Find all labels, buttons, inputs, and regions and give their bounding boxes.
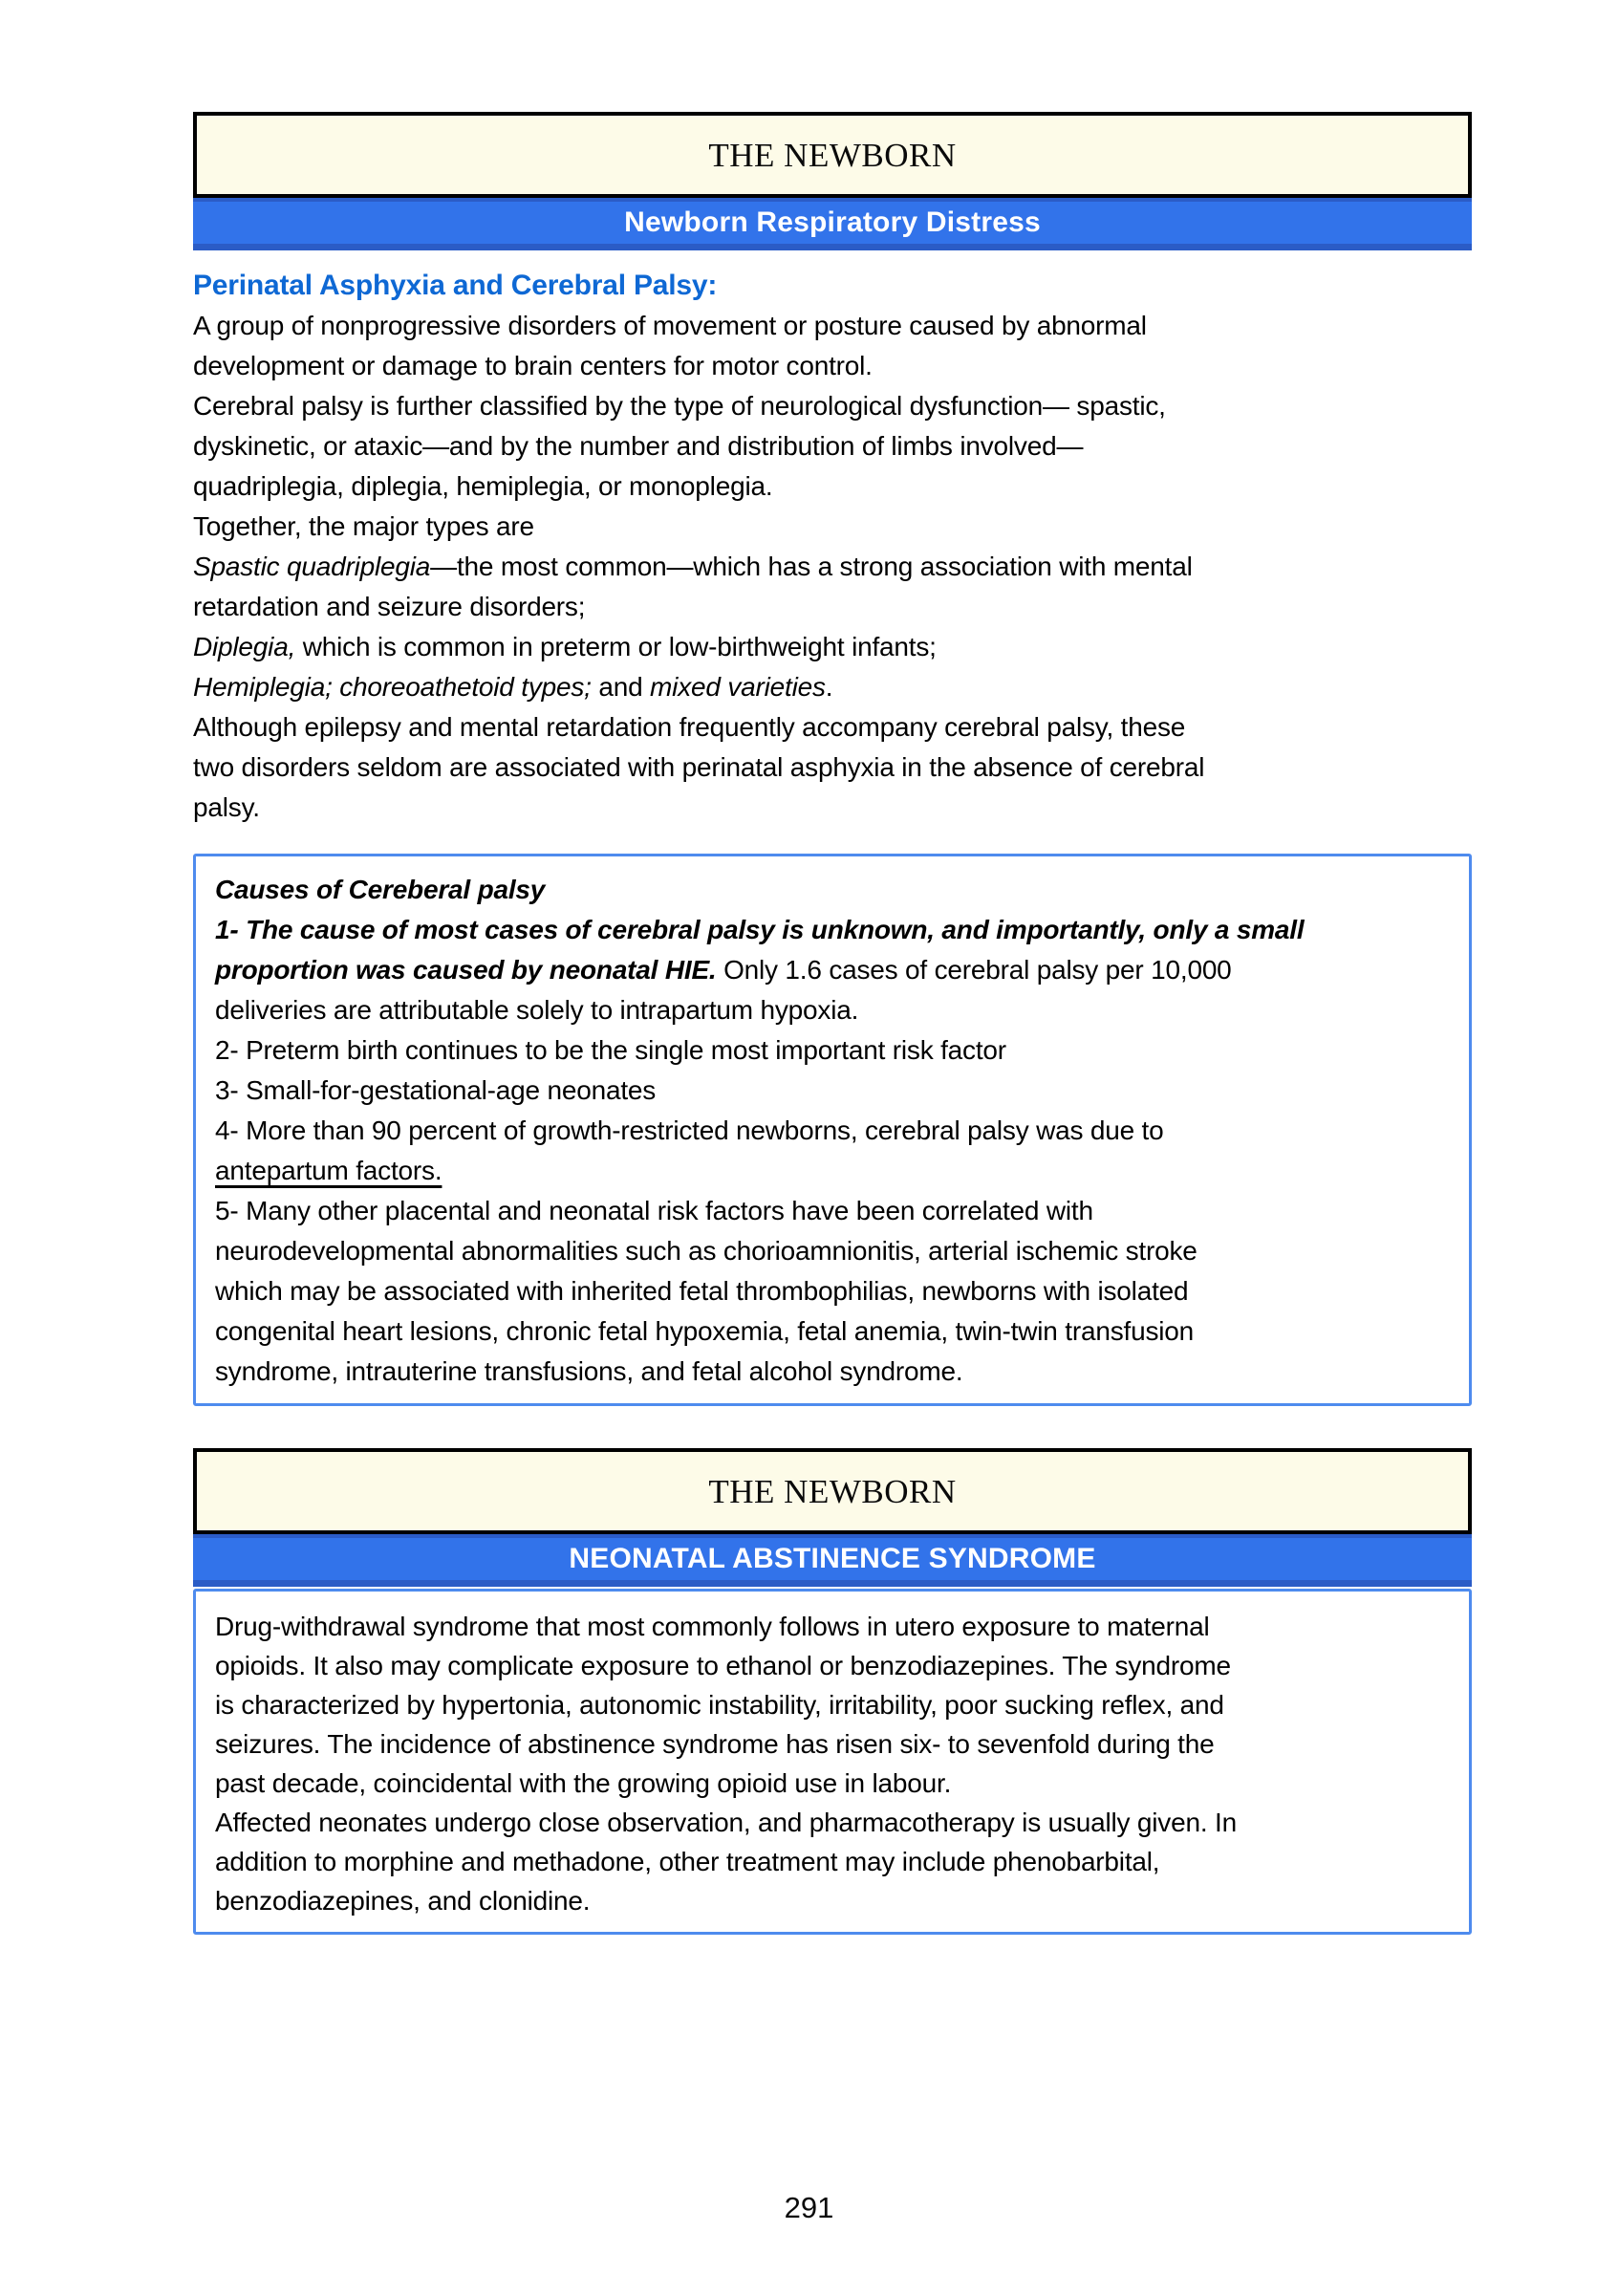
chapter-title: THE NEWBORN xyxy=(708,137,957,174)
text-line: A group of nonprogressive disorders of movement or posture caused by abnormal xyxy=(193,311,1147,340)
text-line: neurodevelopmental abnormalities such as chorioamnionitis, arterial ischemic stroke xyxy=(215,1236,1197,1266)
body-paragraph xyxy=(193,306,1472,828)
text-line: past decade, coincidental with the growing opioid use in labour. xyxy=(215,1768,952,1798)
subtopic-heading: Perinatal Asphyxia and Cerebral Palsy: xyxy=(193,270,718,301)
text-line: Together, the major types are xyxy=(193,511,534,541)
text-line: 4- More than 90 percent of growth-restricted newborns, cerebral palsy was due to xyxy=(215,1116,1164,1145)
section-newborn-respiratory xyxy=(193,112,1472,1406)
page-content xyxy=(193,112,1472,1935)
text-line: which may be associated with inherited fetal thrombophilias, newborns with isolated xyxy=(215,1276,1189,1306)
text-line: dyskinetic, or ataxic—and by the number and distribution of limbs involved— xyxy=(193,431,1084,461)
section-neonatal-abstinence xyxy=(193,1448,1472,1935)
text-line: development or damage to brain centers for motor control. xyxy=(193,351,873,380)
text-line: deliveries are attributable solely to intrapartum hypoxia. xyxy=(215,995,859,1025)
text-line: Although epilepsy and mental retardation frequently accompany cerebral palsy, these xyxy=(193,712,1186,742)
page-number: 291 xyxy=(784,2191,834,2224)
text-line: two disorders seldom are associated with perinatal asphyxia in the absence of cerebral xyxy=(193,752,1205,782)
topic-bar-label: Newborn Respiratory Distress xyxy=(624,206,1041,238)
chapter-banner-2 xyxy=(193,1448,1472,1534)
text-line: benzodiazepines, and clonidine. xyxy=(215,1886,591,1916)
text-line: antepartum factors. xyxy=(215,1156,442,1185)
text-line: seizures. The incidence of abstinence syndrome has risen six- to sevenfold during the xyxy=(215,1729,1215,1759)
text-line: retardation and seizure disorders; xyxy=(193,592,586,621)
text-line: is characterized by hypertonia, autonomic instability, irritability, poor sucking reflex, and xyxy=(215,1690,1224,1720)
text-line: Spastic quadriplegia—the most common—which has a strong association with mental xyxy=(193,552,1193,581)
text-line: Diplegia, which is common in preterm or low-birthweight infants; xyxy=(193,632,937,661)
text-line: Causes of Cereberal palsy xyxy=(215,875,546,904)
topic-bar xyxy=(193,198,1472,250)
text-line: addition to morphine and methadone, other treatment may include phenobarbital, xyxy=(215,1847,1160,1876)
text-line: 3- Small-for-gestational-age neonates xyxy=(215,1075,657,1105)
nas-box xyxy=(193,1589,1472,1935)
text-line: 2- Preterm birth continues to be the single most important risk factor xyxy=(215,1035,1006,1065)
text-line: palsy. xyxy=(193,792,260,822)
text-line: opioids. It also may complicate exposure to ethanol or benzodiazepines. The syndrome xyxy=(215,1651,1231,1680)
text-line: quadriplegia, diplegia, hemiplegia, or monoplegia. xyxy=(193,471,773,501)
topic-bar-2-label: NEONATAL ABSTINENCE SYNDROME xyxy=(569,1543,1096,1574)
text-line: syndrome, intrauterine transfusions, and fetal alcohol syndrome. xyxy=(215,1356,963,1386)
text-line: Affected neonates undergo close observation, and pharmacotherapy is usually given. In xyxy=(215,1808,1237,1837)
text-line: Cerebral palsy is further classified by the type of neurological dysfunction— spastic, xyxy=(193,391,1166,421)
topic-bar-2 xyxy=(193,1534,1472,1587)
chapter-banner xyxy=(193,112,1472,198)
text-line: proportion was caused by neonatal HIE. Only 1.6 cases of cerebral palsy per 10,000 xyxy=(215,955,1232,985)
text-line: congenital heart lesions, chronic fetal hypoxemia, fetal anemia, twin-twin transfusion xyxy=(215,1316,1195,1346)
text-line: Drug-withdrawal syndrome that most commonly follows in utero exposure to maternal xyxy=(215,1612,1210,1641)
chapter-title-2: THE NEWBORN xyxy=(708,1473,957,1510)
causes-box xyxy=(193,854,1472,1406)
text-line: 5- Many other placental and neonatal risk factors have been correlated with xyxy=(215,1196,1093,1225)
text-line: Hemiplegia; choreoathetoid types; and mixed varieties. xyxy=(193,672,833,702)
text-line: 1- The cause of most cases of cerebral palsy is unknown, and importantly, only a small xyxy=(215,915,1305,944)
